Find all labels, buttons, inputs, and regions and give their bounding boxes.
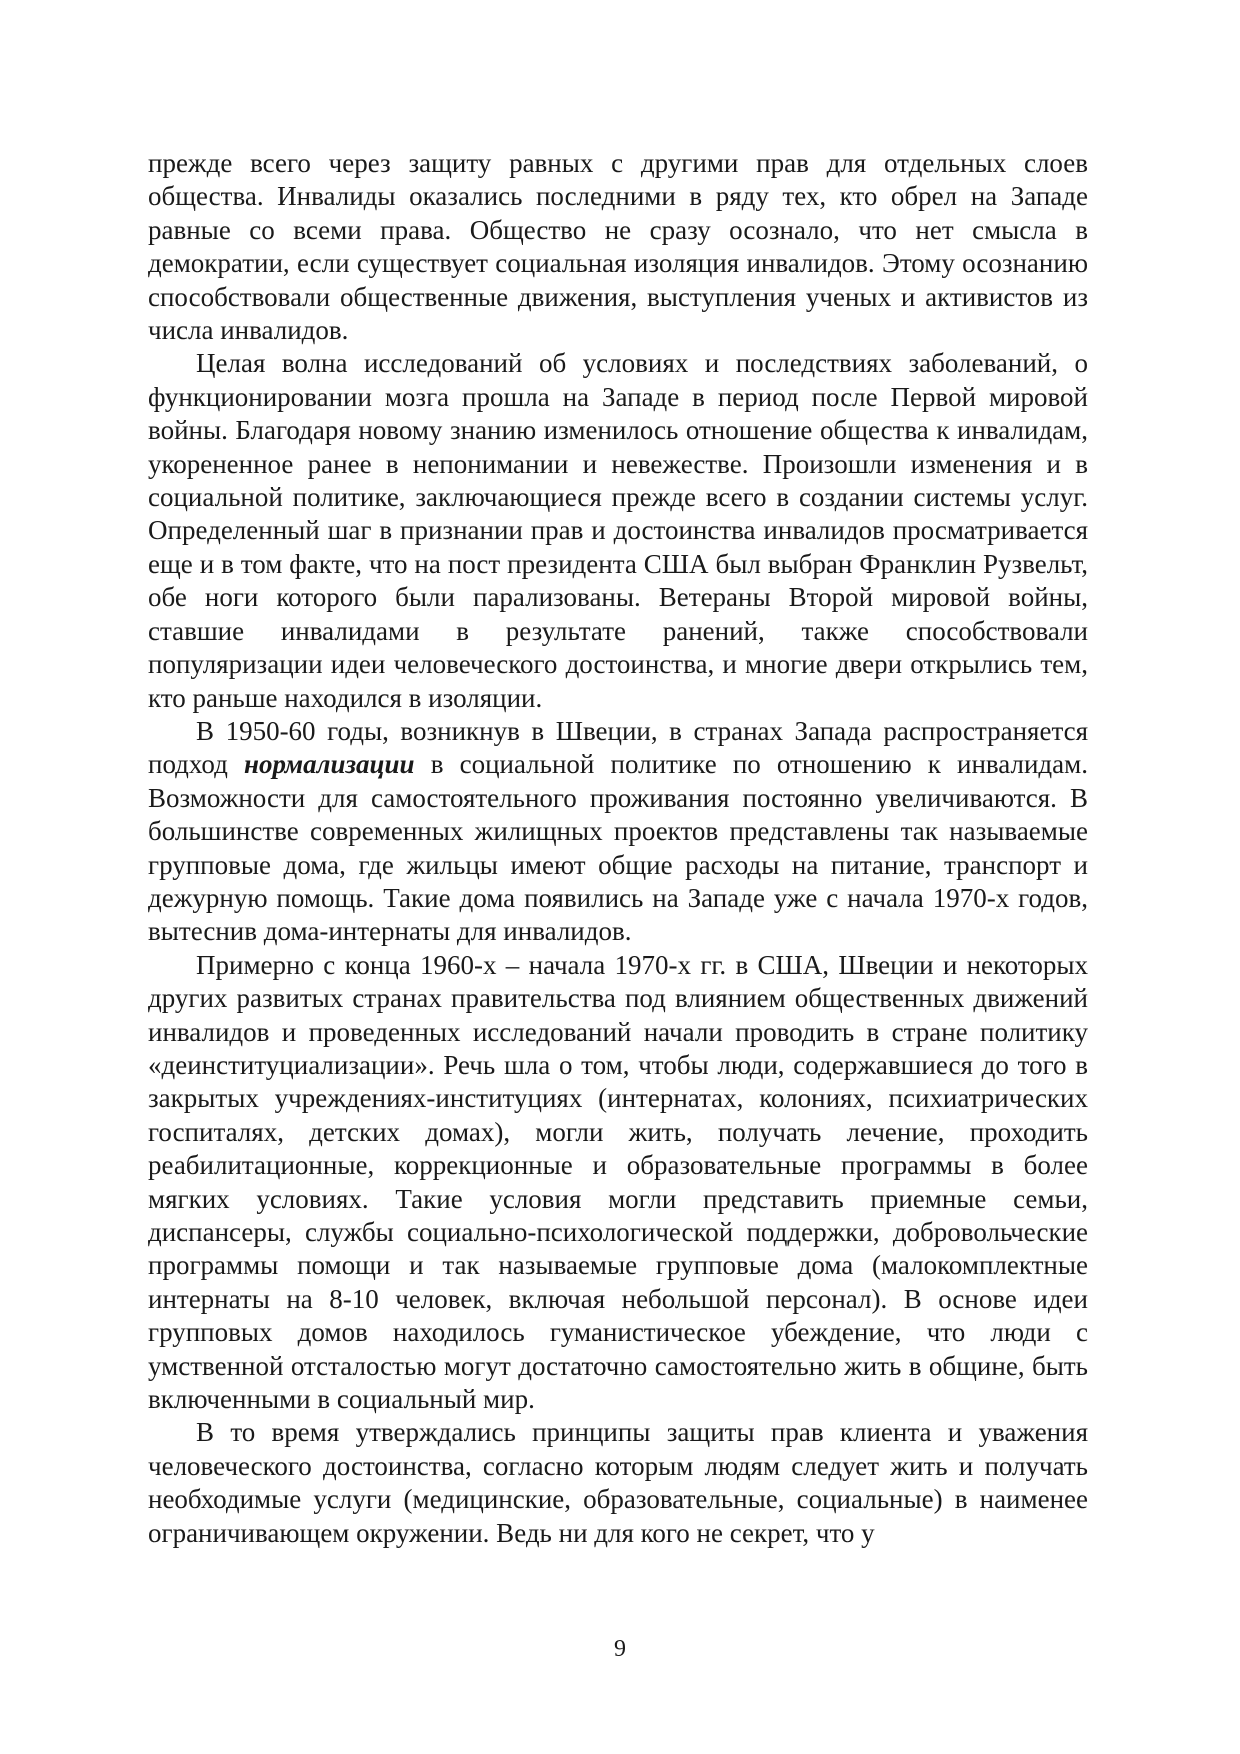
body-text xyxy=(148,147,1088,1550)
emphasis-term: нормализации xyxy=(243,749,415,780)
paragraph-1: прежде всего через защиту равных с другими прав для отдельных слоев общества. Инвалиды оказались последними в ряду тех, кто обрел на Западе равные со всеми права. Общество не сразу осознало, что нет смысла в демократии, если существует социальная изоляция инвалидов. Этому осознанию способствовали общественные движения, выступления ученых и активистов из числа инвалидов. xyxy=(148,148,1088,346)
paragraph-5: В то время утверждались принципы защиты прав клиента и уважения человеческого достоинства, согласно которым людям следует жить и получать необходимые услуги (медицинские, образовательные, социальные) в наименее ограничивающем окружении. Ведь ни для кого не секрет, что у xyxy=(148,1417,1088,1548)
paragraph-3-before: В 1950-60 годы, возникнув в Швеции, в странах Запада распространяется подход xyxy=(148,715,1088,780)
paragraph-3 xyxy=(148,715,1088,949)
paragraph-3-after: в социальной политике по отношению к инвалидам. Возможности для самостоятельного проживания постоянно увеличиваются. В большинстве современных жилищных проектов представлены так называемые групповые дома, где жильцы имеют общие расходы на питание, транспорт и дежурную помощь. Такие дома появились на Западе уже с начала 1970-х годов, вытеснив дома-интернаты для инвалидов. xyxy=(148,749,1088,947)
paragraph-4: Примерно с конца 1960-х – начала 1970-х гг. в США, Швеции и некоторых других развитых странах правительства под влиянием общественных движений инвалидов и проведенных исследований начали проводить в стране политику «деинституциализации». Речь шла о том, чтобы люди, содержавшиеся до того в закрытых учреждениях-институциях (интернатах, колониях, психиатрических госпиталях, детских домах), могли жить, получать лечение, проходить реабилитационные, коррекционные и образовательные программы в более мягких условиях. Такие условия могли представить приемные семьи, диспансеры, службы социально-психологической поддержки, добровольческие программы помощи и так называемые групповые дома (малокомплектные интернаты на 8-10 человек, включая небольшой персонал). В основе идеи групповых домов находилось гуманистическое убеждение, что люди с умственной отсталостью могут достаточно самостоятельно жить в общине, быть включенными в социальный мир. xyxy=(148,949,1088,1415)
page-number: 9 xyxy=(614,1636,626,1662)
paragraph-2: Целая волна исследований об условиях и последствиях заболеваний, о функционировании мозга прошла на Западе в период после Первой мировой войны. Благодаря новому знанию изменилось отношение общества к инвалидам, укорененное ранее в непонимании и невежестве. Произошли изменения и в социальной политике, заключающиеся прежде всего в создании системы услуг. Определенный шаг в признании прав и достоинства инвалидов просматривается еще и в том факте, что на пост президента США был выбран Франклин Рузвельт, обе ноги которого были парализованы. Ветераны Второй мировой войны, ставшие инвалидами в результате ранений, также способствовали популяризации идеи человеческого достоинства, и многие двери открылись тем, кто раньше находился в изоляции. xyxy=(148,348,1088,713)
